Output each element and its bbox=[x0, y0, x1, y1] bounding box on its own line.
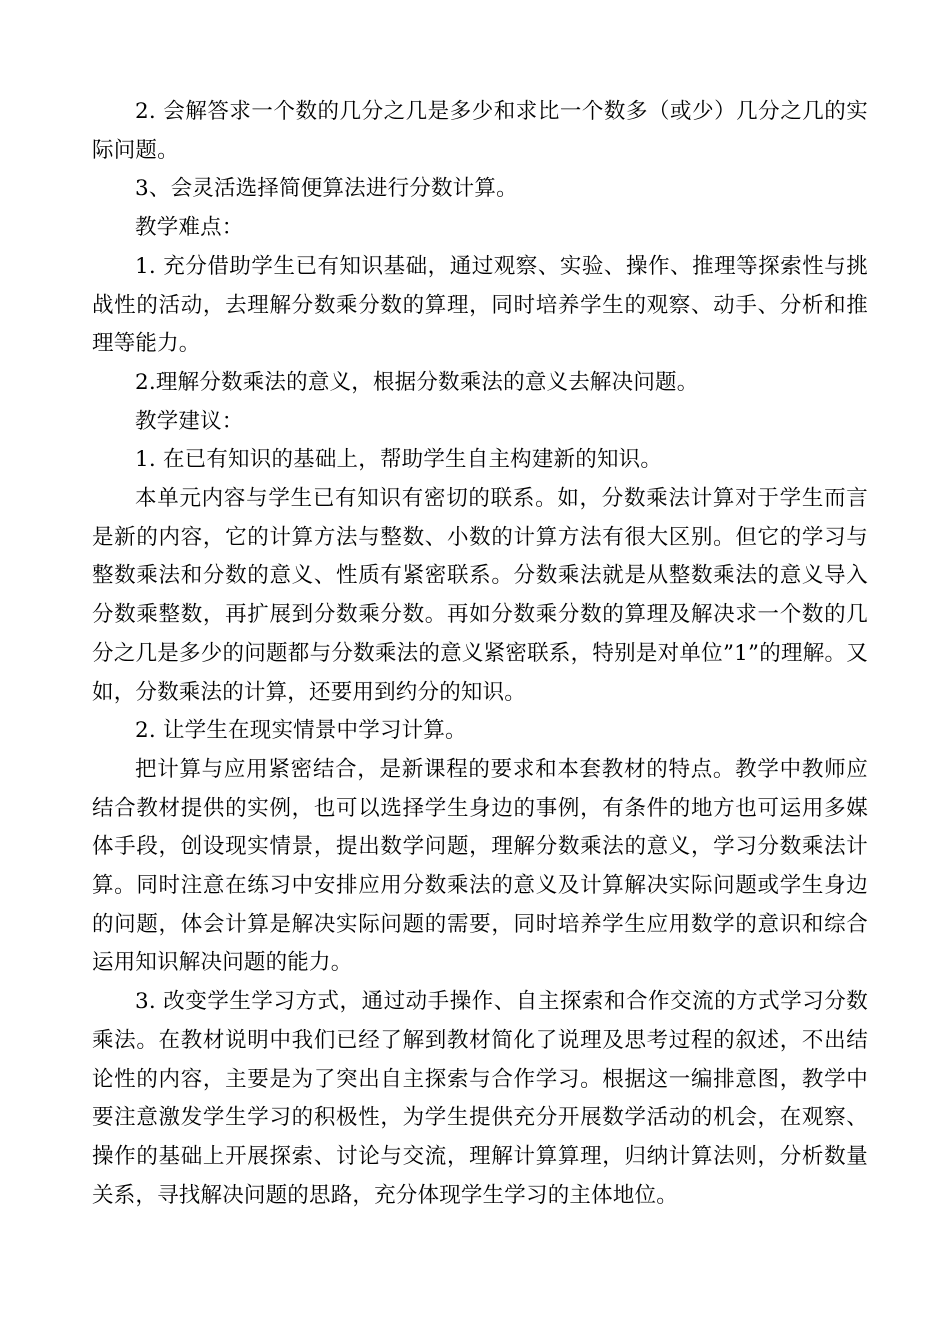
teaching-suggestions-heading: 教学建议： bbox=[135, 408, 244, 434]
suggestion-2-body: 把计算与应用紧密结合，是新课程的要求和本套教材的特点。教学中教师应结合教材提供的实例，也可以选择学生身边的事例，有条件的地方也可运用多媒体手段，创设现实情景，提出数学问题，理解分数乘法的意义，学习分数乘法计算。同时注意在练习中安排应用分数乘法的意义及计算解决实际问题或学生身边的问题，体会计算是解决实际问题的需要，同时培养学生应用数学的意识和综合运用知识解决问题的能力。 bbox=[92, 756, 868, 976]
objective-2-paragraph: 2. 会解答求一个数的几分之几是多少和求比一个数多（或少）几分之几的实际问题。 bbox=[92, 99, 868, 163]
suggestion-1-title: 1. 在已有知识的基础上，帮助学生自主构建新的知识。 bbox=[135, 447, 663, 473]
suggestion-3-paragraph: 3. 改变学生学习方式，通过动手操作、自主探索和合作交流的方式学习分数乘法。在教材说明中我们已经了解到教材简化了说理及思考过程的叙述，不出结论性的内容，主要是为了突出自主探索与合作学习。根据这一编排意图，教学中要注意激发学生学习的积极性，为学生提供充分开展数学活动的机会，在观察、操作的基础上开展探索、讨论与交流，理解计算算理，归纳计算法则，分析数量关系，寻找解决问题的思路，充分体现学生学习的主体地位。 bbox=[92, 989, 868, 1208]
difficulty-1-paragraph: 1. 充分借助学生已有知识基础，通过观察、实验、操作、推理等探索性与挑战性的活动，去理解分数乘分数的算理，同时培养学生的观察、动手、分析和推理等能力。 bbox=[92, 253, 868, 357]
teaching-difficulties-heading: 教学难点： bbox=[135, 215, 244, 241]
difficulty-2-paragraph: 2.理解分数乘法的意义，根据分数乘法的意义去解决问题。 bbox=[135, 369, 699, 395]
suggestion-2-title: 2. 让学生在现实情景中学习计算。 bbox=[135, 718, 467, 744]
document-body bbox=[92, 93, 868, 1215]
suggestion-1-body: 本单元内容与学生已有知识有密切的联系。如，分数乘法计算对于学生而言是新的内容，它的计算方法与整数、小数的计算方法有很大区别。但它的学习与整数乘法和分数的意义、性质有紧密联系。分数乘法就是从整数乘法的意义导入分数乘整数，再扩展到分数乘分数。再如分数乘分数的算理及解决求一个数的几分之几是多少的问题都与分数乘法的意义紧密联系，特别是对单位”1”的理解。又如，分数乘法的计算，还要用到约分的知识。 bbox=[92, 486, 868, 705]
objective-3-paragraph: 3、会灵活选择简便算法进行分数计算。 bbox=[135, 176, 518, 202]
